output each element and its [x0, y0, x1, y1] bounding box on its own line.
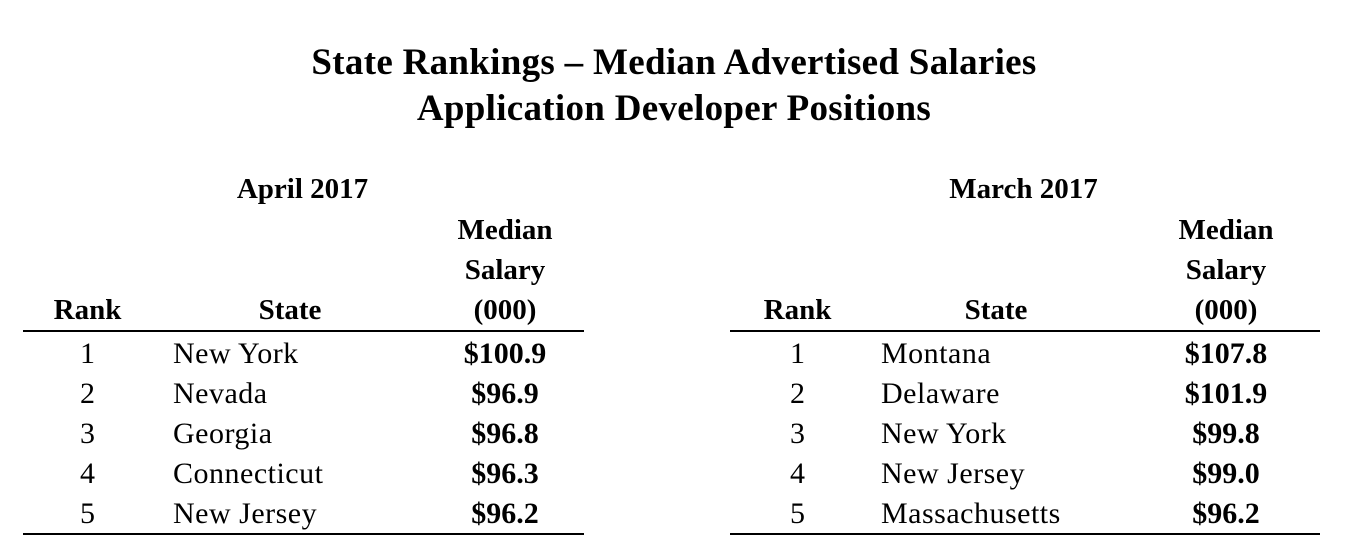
- salary-header-line-3: (000): [1194, 294, 1258, 326]
- table-row: [776, 374, 1336, 414]
- column-header-rank: Rank: [763, 294, 832, 326]
- table-bottom-rule: [23, 533, 584, 535]
- table-row: [40, 454, 600, 494]
- column-header-salary: [1156, 210, 1296, 330]
- table-period-title: April 2017: [236, 173, 369, 205]
- table-row: [776, 334, 1336, 374]
- salary-cell: $96.3: [471, 457, 539, 490]
- table-row: [776, 494, 1336, 534]
- column-header-state: State: [258, 294, 322, 326]
- table-row: [776, 414, 1336, 454]
- state-cell: New York: [881, 417, 1007, 450]
- salary-cell: $99.8: [1192, 417, 1260, 450]
- salary-header-line-2: Salary: [464, 254, 546, 286]
- salary-cell: $96.9: [471, 377, 539, 410]
- salary-cell: $101.9: [1184, 377, 1268, 410]
- salary-header-line-2: Salary: [1185, 254, 1267, 286]
- salary-cell: $96.8: [471, 417, 539, 450]
- state-cell: New Jersey: [881, 457, 1026, 490]
- salary-cell: $96.2: [1192, 497, 1260, 530]
- state-cell: Georgia: [173, 417, 273, 450]
- table-row: [40, 494, 600, 534]
- state-cell: Montana: [881, 337, 992, 370]
- salary-header-line-1: Median: [1178, 214, 1274, 246]
- state-cell: Delaware: [881, 377, 1000, 410]
- rank-cell: 1: [790, 337, 805, 370]
- table-row: [40, 414, 600, 454]
- table-body: [776, 334, 1336, 534]
- table-bottom-rule: [730, 533, 1320, 535]
- salary-cell: $99.0: [1192, 457, 1260, 490]
- rank-cell: 5: [80, 497, 95, 530]
- rank-cell: 3: [790, 417, 805, 450]
- salary-cell: $96.2: [471, 497, 539, 530]
- rank-cell: 3: [80, 417, 95, 450]
- state-cell: Connecticut: [173, 457, 324, 490]
- rank-cell: 5: [790, 497, 805, 530]
- table-row: [776, 454, 1336, 494]
- rank-cell: 2: [790, 377, 805, 410]
- header-divider: [23, 330, 584, 332]
- salary-header-line-3: (000): [473, 294, 537, 326]
- column-header-salary: [435, 210, 575, 330]
- table-row: [40, 334, 600, 374]
- table-period-title: March 2017: [949, 173, 1098, 205]
- state-cell: New Jersey: [173, 497, 318, 530]
- rank-cell: 1: [80, 337, 95, 370]
- rank-cell: 4: [80, 457, 95, 490]
- page-subtitle: Application Developer Positions: [416, 88, 932, 129]
- state-cell: New York: [173, 337, 299, 370]
- rank-cell: 4: [790, 457, 805, 490]
- salary-cell: $100.9: [463, 337, 547, 370]
- state-cell: Massachusetts: [881, 497, 1061, 530]
- table-row: [40, 374, 600, 414]
- header-divider: [730, 330, 1320, 332]
- state-cell: Nevada: [173, 377, 268, 410]
- page-title: State Rankings – Median Advertised Salaries: [311, 42, 1037, 83]
- table-body: [40, 334, 600, 534]
- rank-cell: 2: [80, 377, 95, 410]
- salary-cell: $107.8: [1184, 337, 1268, 370]
- column-header-state: State: [964, 294, 1028, 326]
- column-header-rank: Rank: [53, 294, 122, 326]
- salary-header-line-1: Median: [457, 214, 553, 246]
